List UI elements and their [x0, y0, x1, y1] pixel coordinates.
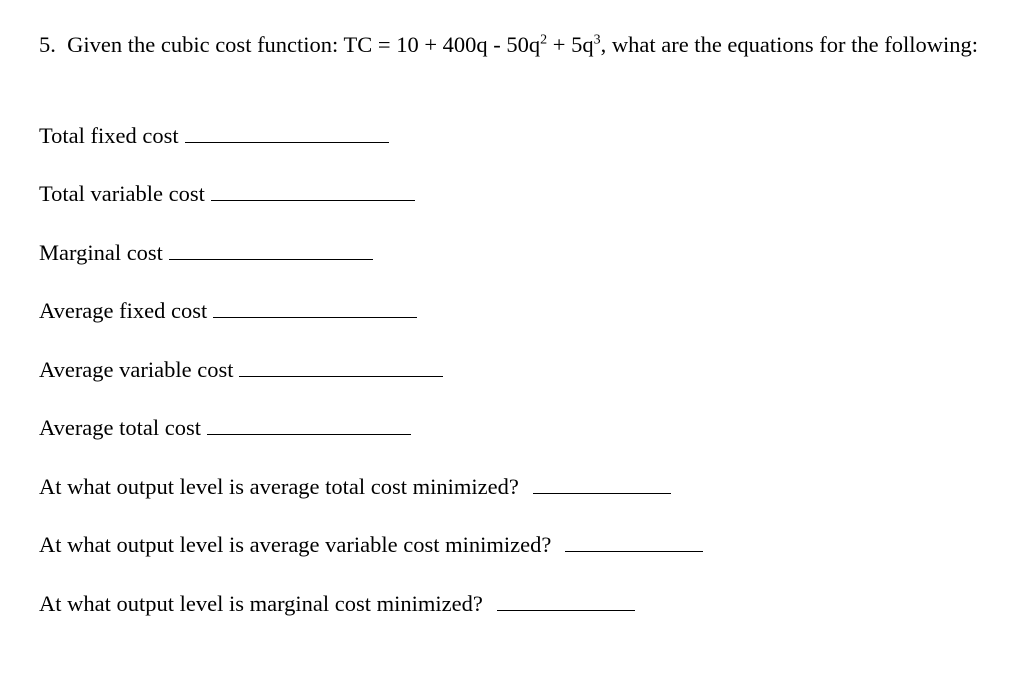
- item-average-variable-cost: [39, 354, 443, 384]
- question-mid: + 5q: [547, 32, 594, 57]
- item-label: Total variable cost: [39, 181, 205, 206]
- item-min-average-total-cost: [39, 471, 671, 501]
- answer-blank[interactable]: [169, 237, 373, 260]
- item-total-variable-cost: [39, 178, 415, 208]
- answer-blank[interactable]: [211, 178, 415, 201]
- answer-blank[interactable]: [213, 295, 417, 318]
- item-label: Total fixed cost: [39, 123, 179, 148]
- item-average-total-cost: [39, 412, 411, 442]
- question-prompt: [39, 30, 1009, 60]
- item-min-marginal-cost: [39, 588, 635, 618]
- answer-blank[interactable]: [565, 529, 703, 552]
- exponent-three: 3: [593, 32, 601, 48]
- question-intro: Given the cubic cost function: TC = 10 + 400q - 50q: [67, 32, 541, 57]
- item-total-fixed-cost: [39, 120, 389, 150]
- answer-blank[interactable]: [533, 471, 671, 494]
- item-min-average-variable-cost: [39, 529, 703, 559]
- answer-blank[interactable]: [185, 120, 389, 143]
- item-label: Average fixed cost: [39, 298, 208, 323]
- item-average-fixed-cost: [39, 295, 417, 325]
- item-label: At what output level is average total cost minimized?: [39, 474, 519, 499]
- question-number: 5.: [39, 32, 56, 57]
- item-label: At what output level is average variable cost minimized?: [39, 532, 552, 557]
- item-label: Marginal cost: [39, 240, 163, 265]
- exponent-two: 2: [540, 32, 548, 48]
- item-marginal-cost: [39, 237, 373, 267]
- answer-blank[interactable]: [239, 354, 443, 377]
- item-label: At what output level is marginal cost minimized?: [39, 591, 483, 616]
- item-label: Average total cost: [39, 415, 202, 440]
- answer-blank[interactable]: [207, 412, 411, 435]
- question-outro: , what are the equations for the following:: [600, 32, 979, 57]
- answer-blank[interactable]: [497, 588, 635, 611]
- item-label: Average variable cost: [39, 357, 234, 382]
